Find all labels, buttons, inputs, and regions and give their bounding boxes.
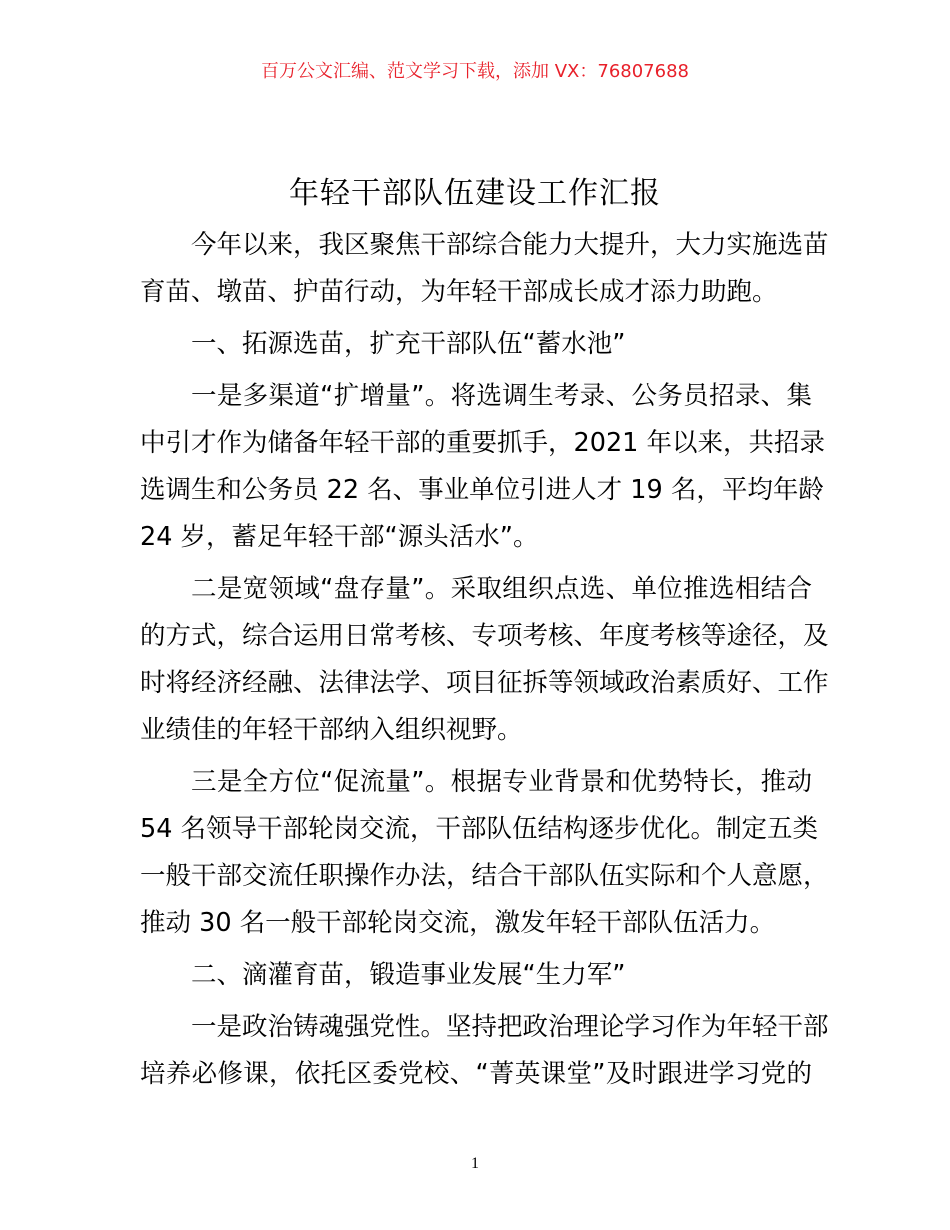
paragraph-line: 54 名领导干部轮岗交流，干部队伍结构逐步优化。制定五类 [140, 814, 819, 844]
paragraph-line: 中引才作为储备年轻干部的重要抓手，2021 年以来，共招录 [140, 428, 826, 458]
paragraph-line: 三是全方位“促流量”。根据专业背景和优势特长，推动 [191, 767, 812, 797]
paragraph-line: 的方式，综合运用日常考核、专项考核、年度考核等途径，及 [140, 621, 829, 651]
paragraph-line: 一是政治铸魂强党性。坚持把政治理论学习作为年轻干部 [191, 1012, 829, 1042]
paragraph [140, 321, 812, 368]
paragraph-line: 24 岁，蓄足年轻干部“源头活水”。 [140, 522, 539, 552]
paragraph-line: 一般干部交流任职操作办法，结合干部队伍实际和个人意愿， [140, 861, 829, 891]
paragraph [140, 759, 829, 947]
paragraph-line: 业绩佳的年轻干部纳入组织视野。 [140, 715, 523, 745]
paragraph-line: 推动 30 名一般干部轮岗交流，激发年轻干部队伍活力。 [140, 908, 776, 938]
paragraph-line: 二是宽领域“盘存量”。采取组织点选、单位推选相结合 [191, 574, 812, 604]
paragraph-line: 育苗、墩苗、护苗行动，为年轻干部成长成才添力助跑。 [140, 277, 778, 307]
watermark-header: 百万公文汇编、范文学习下载，添加 VX：76807688 [261, 61, 689, 82]
paragraph-line: 一、拓源选苗，扩充干部队伍“蓄水池” [191, 329, 626, 359]
paragraph [140, 952, 812, 999]
paragraph-line: 选调生和公务员 22 名、事业单位引进人才 19 名，平均年龄 [140, 475, 824, 505]
paragraph-line: 今年以来，我区聚焦干部综合能力大提升，大力实施选苗 [191, 230, 829, 260]
paragraph-line: 时将经济经融、法律法学、项目征拆等领域政治素质好、工作 [140, 668, 829, 698]
paragraph [140, 373, 826, 561]
paragraph [140, 222, 829, 316]
document-body [140, 222, 829, 1103]
paragraph [140, 566, 829, 754]
paragraph-line: 培养必修课，依托区委党校、“菁英课堂”及时跟进学习党的 [140, 1059, 812, 1089]
paragraph-line: 二、滴灌育苗，锻造事业发展“生力军” [191, 960, 626, 990]
paragraph-line: 一是多渠道“扩增量”。将选调生考录、公务员招录、集 [191, 381, 812, 411]
paragraph [140, 1004, 829, 1098]
page-number: 1 [471, 1155, 479, 1172]
document-title: 年轻干部队伍建设工作汇报 [289, 176, 661, 211]
